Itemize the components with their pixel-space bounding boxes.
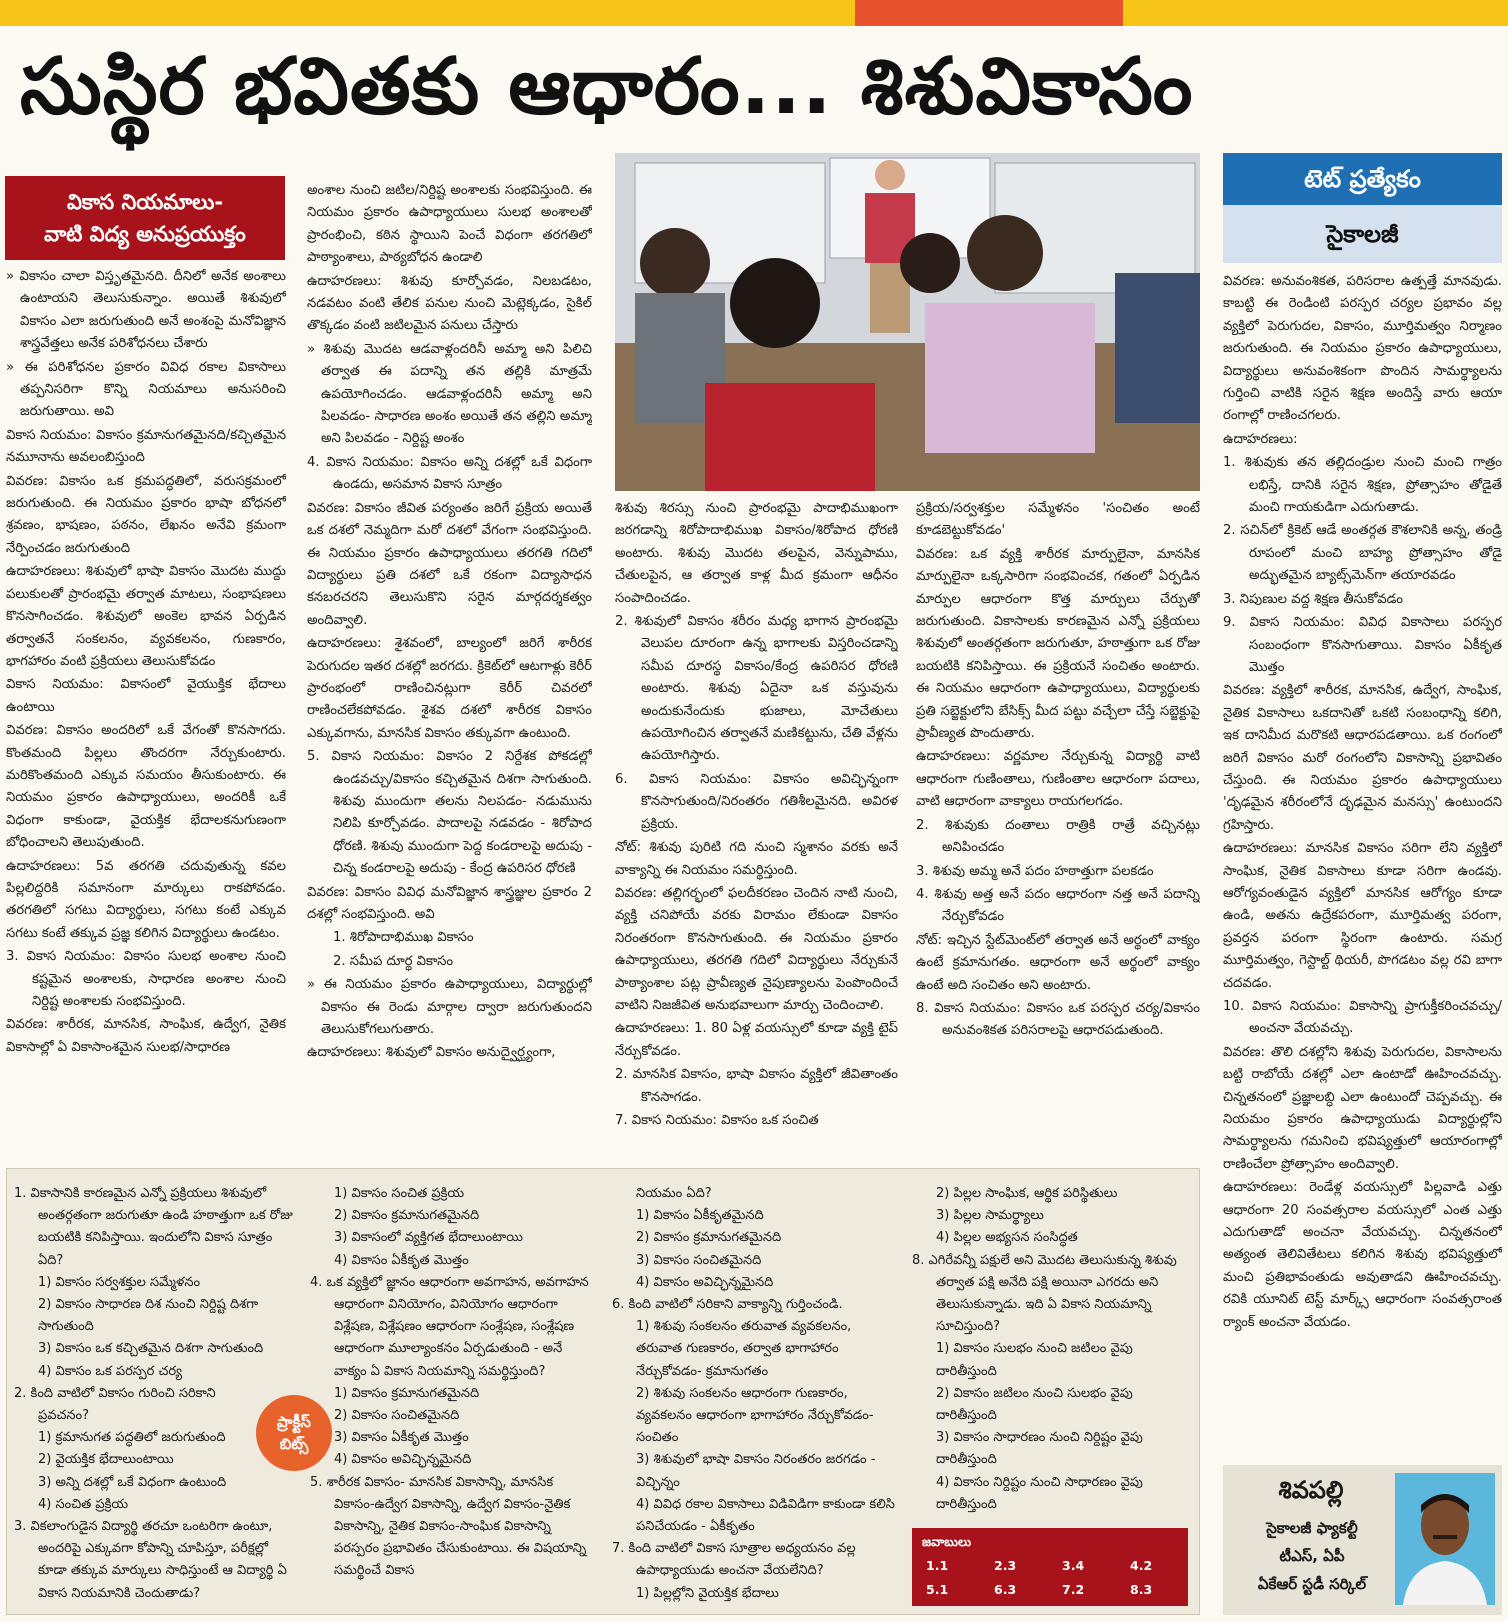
answer-item: 5.1 [926,1582,949,1597]
paragraph: 2. మానసిక వికాసం, భాషా వికాసం వ్యక్తిలో జీవితాంతం కొనసాగడం. [615,1067,898,1105]
paragraph: వివరణ: వికాసం ఒక క్రమపద్ధతిలో, వరుసక్రమంలో జరుగుతుంది. ఈ నియమం ప్రకారం భాషా బోధనలో శ్రవణం, భాషణం, పఠనం, లేఖనం అనేవి క్రమంగా నేర్పించడం జరుగుతుంది [6,473,286,556]
paragraph: 9. వికాస నియమం: వివిధ వికాసాలు పరస్పర సంబంధంగా కొనసాగుతాయి. వికాసం ఏకీకృత మొత్తం [1223,615,1502,675]
paragraph: » వికాసం చాలా విస్తృతమైనది. దీనిలో అనేక అంశాలు ఉంటాయని తెలుసుకున్నాం. అయితే శిశువులో వికాసం ఎలా జరుగుతుంది అనే అంశంపై మనోవిజ్ఞాన శాస్త్రవేత్తలు అనేక పరిశోధనలు చేశారు [6,269,286,352]
paragraph: 2. సచిన్‌లో క్రికెట్ ఆడే అంతర్గత కౌశలానికి అన్న, తండ్రి రూపంలో మంచి బాహ్య ప్రోత్సాహం తోడై అద్భుతమైన బ్యాట్స్‌మెన్‌గా తయారవడం [1223,523,1502,584]
article-column-2 [307,180,592,1164]
quiz-column-1 [14,1183,294,1608]
paragraph: ఉదాహరణలు: రెండేళ్ల వయస్సులో పిల్లవాడి ఎత్తు ఆధారంగా 20 సంవత్సరాల వయస్సులో ఎంత ఎత్తు ఎదుగుతాడో అంచనా వేయవచ్చు. చిన్నతనంలో అత్యంత తెలివితేటలు కలిగిన శిశువు భవిష్యత్తులో మంచి ప్రతిభావంతుడు అవుతాడని ఊహించవచ్చు. రవికి యూనిట్ టెస్ట్ మార్క్స్ ఆధారంగా సంవత్సరాంత ర్యాంక్ అంచనా వేయడం. [1223,1180,1502,1330]
quiz-option: 4) వికాసం అవిచ్ఛిన్నమైనది [636,1274,774,1290]
author-photo [1395,1473,1495,1605]
paragraph: 2. శిశువుకు దంతాలు రాత్రికి రాత్రే వచ్చినట్లు అనిపించడం [916,817,1200,856]
paragraph: 10. వికాస నియమం: వికాసాన్ని ప్రాగుక్తీకరించవచ్చు/ అంచనా వేయవచ్చు. [1223,999,1502,1037]
quiz-column-3 [612,1183,896,1608]
paragraph: ఉదాహరణలు: [1223,431,1298,447]
author-role: సైకాలజీ ఫ్యాకల్టీ [1266,1519,1358,1537]
quiz-option: 2) శిశువు సంకలనం ఆధారంగా గుణకారం, వ్యవకలనం ఆధారంగా భాగాహారం నేర్చుకోవడం-సంచితం [636,1385,874,1446]
author-portrait [1395,1473,1495,1605]
paragraph: ఉదాహరణలు: 5వ తరగతి చదువుతున్న కవల పిల్లలిద్దరికి సమానంగా మార్కులు రాకపోవడం. తరగతిలో సగటు విద్యార్థులు, సగటు కంటే ఎక్కువ సగటు కంటే తక్కువ ప్రజ్ఞ కలిగిన విద్యార్థులు ఉండటం. [6,858,286,941]
answer-key-title: జవాబులు [922,1534,972,1549]
quiz-option: 2) వికాసం క్రమానుగతమైనది [334,1208,480,1224]
paragraph: 7. వికాస నియమం: వికాసం ఒక సంచిత [615,1112,819,1128]
paragraph: » శిశువు మొదట ఆడవాళ్లందరినీ అమ్మా అని పిలిచి తర్వాత ఈ పదాన్ని తన తల్లికి మాత్రమే ఉపయోగించడం. ఆడవాళ్లందరినీ అమ్మా అని పిలవడం- సాధారణ అంశం అయితే తన తల్లిని అమ్మా అని పిలవడం - నిర్దిష్ట అంశం [307,341,592,447]
quiz-option: 4) వికాసం ఒక పరస్పర చర్య [38,1363,183,1379]
masthead-tab [855,0,1123,26]
article-column-1 [6,266,286,1164]
answer-key [912,1528,1188,1606]
quiz-option: 4) వికాసం ఏకీకృత మొత్తం [334,1252,469,1268]
quiz-question: 7. కింది వాటిలో వికాస సూత్రాల అధ్యయనం వల్ల ఉపాధ్యాయుడు అంచనా వేయలేనిది? [612,1541,856,1579]
tet-special-label: టెట్ ప్రత్యేకం [1223,153,1502,205]
answer-item: 4.2 [1130,1558,1153,1573]
section-heading-line1: వికాస నియమాలు- [66,190,224,214]
paragraph: 8. వికాస నియమం: వికాసం ఒక పరస్పర చర్య/వికాసం అనువంశికత పరిసరాలపై ఆధారపడుతుంది. [916,1000,1200,1039]
author-region: టీఎస్, ఏపీ [1279,1547,1345,1565]
quiz-option: 2) వికాసం క్రమానుగతమైనది [636,1230,782,1246]
quiz-question: 1. వికాసానికి కారణమైన ఎన్నో ప్రక్రియలు శిశువులో అంతర్గతంగా జరుగుతూ ఉండి హఠాత్తుగా ఒక రోజు బయటికి కనిపిస్తాయి. ఇందులోని వికాస సూత్రం ఏది? [14,1186,293,1268]
quiz-question-cont: నియమం ఏది? [636,1186,712,1201]
quiz-option: 3) వికాసం సంచితమైనది [636,1252,762,1268]
paragraph: » ఈ పరిశోధనల ప్రకారం వివిధ రకాల వికాసాలు తప్పనిసరిగా కొన్ని నియమాలు అనుసరించి జరుగుతాయి. అవి [6,359,286,420]
paragraph: ఉదాహరణలు: శైశవంలో, బాల్యంలో జరిగే శారీరక పెరుగుదల ఇతర దశల్లో జరగదు. క్రికెట్‌లో ఆటగాళ్లు కెరీర్ ప్రారంభంలో రాణించినట్లుగా కెరీర్ చివరలో రాణించలేకపోవడం. శైశవ దశలో శారీరక వికాసం ఎక్కువగాను, మానసిక వికాసం తక్కువగా ఉంటుంది. [307,636,592,741]
paragraph: 1. శిశువుకు తన తల్లిదండ్రుల నుంచి మంచి గాత్రం లభిస్తే, దానికి సరైన శిక్షణ, ప్రోత్సాహం తోడైతే మంచి గాయకుడిగా ఎదుగుతాడు. [1223,455,1502,516]
paragraph: వివరణ: శారీరక, మానసిక, సాంఘిక, ఉద్వేగ, నైతిక వికాసాల్లో ఏ వికాసాంశమైన సులభ/సాధారణ [6,1017,286,1055]
paragraph: వివరణ: వ్యక్తిలో శారీరక, మానసిక, ఉద్వేగ, సాంఘిక, నైతిక వికాసాలు ఒకదానితో ఒకటి సంబంధాన్ని కలిగి, ఇక దానిమీద మరొకటి ఆధారపడతాయి. ఒక రంగంలో జరిగే వికాసం మరో రంగంలోని వికాసాన్ని ప్రభావితం చేస్తుంది. ఈ నియమం ప్రకారం ఉపాధ్యాయులు 'దృఢమైన శరీరంలోనే దృఢమైన మనస్సు' ఉంటుందని గ్రహిస్తారు. [1223,683,1502,833]
badge-line2: బిట్స్ [279,1435,309,1453]
quiz-option: 4) పిల్లల అభ్యసన సంసిద్ధత [936,1230,1078,1246]
paragraph: ఉదాహరణలు: వర్ణమాల నేర్చుకున్న విద్యార్థి వాటి ఆధారంగా గుణింతాలు, గుణింతాల ఆధారంగా పదాలు, వాటి ఆధారంగా వాక్యాలు రాయగలగడం. [916,749,1200,810]
paragraph: వికాస నియమం: వికాసంలో వైయుక్తిక భేదాలు ఉంటాయి [6,677,286,715]
article-column-5 [1223,271,1502,1459]
quiz-option: 2) వికాసం సంచితమైనది [334,1408,460,1424]
section-heading-red [5,176,285,260]
paragraph: వికాస నియమం: వికాసం క్రమానుగతమైనది/కచ్చితమైన నమూనాను అవలంబిస్తుంది [6,427,286,466]
quiz-option: 3) అన్ని దశల్లో ఒకే విధంగా ఉంటుంది [38,1474,227,1490]
quiz-question: 2. కింది వాటిలో వికాసం గురించి సరికాని ప్రవచనం? [14,1385,216,1424]
author-name: శివపల్లి [1278,1476,1344,1504]
paragraph: 2. శిశువులో వికాసం శరీరం మధ్య భాగాన ప్రారంభమై వెలుపల దూరంగా ఉన్న భాగాలకు విస్తరించడాన్ని సమీప దూరస్థ వికాసం/కేంద్ర ఉపరిసర ధోరణి అంటారు. శిశువు ఏదైనా ఒక వస్తువును అందుకునేందుకు భుజాలు, మోచేతులు ఉపయోగించిన తర్వాతనే మణికట్టును, చేతి వేళ్లను ఉపయోగిస్తారు. [615,614,898,764]
paragraph: 3. వికాస నియమం: వికాసం సులభ అంశాల నుంచి కష్టమైన అంశాలకు, సాధారణ అంశాల నుంచి నిర్దిష్ట అంశాలకు సంభవిస్తుంది. [6,949,286,1009]
article-column-3 [615,498,898,1164]
quiz-option: 2) వికాసం జటిలం నుంచి సులభం వైపు దారితీస్తుంది [936,1385,1133,1424]
quiz-option: 2) వైయక్తిక భేదాలుంటాయి [38,1452,174,1468]
quiz-column-2 [310,1183,594,1608]
paragraph: 5. వికాస నియమం: వికాసం 2 నిర్దేశక పోకడల్లో ఉండవచ్చు/వికాసం కచ్చితమైన దిశగా సాగుతుంది. శిశువు ముందుగా తలను నిలపడం- నడుమును నిలిపి కూర్చోవడం. పాదాలపై నడవడం - శిరోపాద ధోరణి. శిశువు ముందుగా పెద్ద కండరాలపై అదుపు - చిన్న కండరాలపై అదుపు - కేంద్ర ఉపరిసర ధోరణి [307,749,592,877]
paragraph: అంశాల నుంచి జటిల/నిర్దిష్ట అంశాలకు సంభవిస్తుంది. ఈ నియమం ప్రకారం ఉపాధ్యాయులు సులభ అంశాలతో ప్రారంభించి, కఠిన స్థాయిని పెంచే విధంగా తరగతిలో పాఠ్యాంశాలు, పాఠ్యబోధన ఉండాలి [307,183,592,266]
quiz-option: 3) శిశువులో భాషా వికాసం నిరంతరం జరగడం - విచ్ఛిన్నం [636,1452,876,1490]
paragraph: వివరణ: వికాసం అందరిలో ఒకే వేగంతో కొనసాగదు. కొంతమంది పిల్లలు తొందరగా నేర్చుకుంటారు. మరికొంతమంది ఎక్కువ సమయం తీసుకుంటారు. ఈ నియమం ప్రకారం ఉపాధ్యాయులు, అందరికీ ఒకే విధంగా కాకుండా, వైయక్తిక భేదాలకనుగుణంగా బోధించాలని తెలుపుతుంది. [6,723,286,851]
quiz-option: 1) శిశువు సంకలనం తరువాత వ్యవకలనం, తరువాత గుణకారం, తర్వాత భాగాహారం నేర్చుకోవడం- క్రమానుగతం [636,1319,852,1379]
paragraph: శిశువు శిరస్సు నుంచి ప్రారంభమై పాదాభిముఖంగా జరగడాన్ని శిరోపాదాభిముఖ వికాసం/శిరోపాద ధోరణి అంటారు. శిశువు మొదట తలపైన, వెన్నుపాము, చేతులపైన, ఆ తర్వాత కాళ్ల మీద క్రమంగా ఆధీనం సంపాదించడం. [615,501,898,606]
quiz-question: 5. శారీరక వికాసం- మానసిక వికాసాన్ని, మానసిక వికాసం-ఉద్వేగ వికాసాన్ని, ఉద్వేగ వికాసం-నైతిక వికాసాన్ని, నైతిక వికాసం-సాంఘిక వికాసాన్ని పరస్పరం ప్రభావితం చేసుకుంటాయి. ఈ విషయాన్ని సమర్థించే వికాస [310,1474,587,1579]
answer-item: 6.3 [994,1582,1017,1597]
quiz-option: 1) క్రమానుగత పద్ధతిలో జరుగుతుంది [38,1430,226,1446]
paragraph: ఉదాహరణలు: శిశువులో భాషా వికాసం మొదట ముద్దు పలుకులతో ప్రారంభమై తర్వాత మాటలు, సంభాషణలు కొనసాగించడం. శిశువులో అంకెల భావన ఏర్పడిన తర్వాతనే సంకలనం, వ్యవకలనం, గుణకారం, భాగహారం వంటి ప్రక్రియలు తెలుసుకోవడం [6,564,286,669]
quiz-option: 1) వికాసం సంచిత ప్రక్రియ [334,1186,465,1201]
paragraph: » ఈ నియమం ప్రకారం ఉపాధ్యాయులు, విద్యార్థుల్లో వికాసం ఈ రెండు మార్గాల ద్వారా జరుగుతుందని తెలుసుకోగలుగుతారు. [307,977,592,1038]
article-column-4 [916,498,1200,1164]
paragraph: ఉదాహరణలు: 1. 80 ఏళ్ల వయస్సులో కూడా వ్యక్తి టైప్ నేర్చుకోవడం. [615,1021,898,1059]
answer-item: 3.4 [1062,1558,1085,1573]
paragraph: వివరణ: వికాసం వివిధ మనోవిజ్ఞాన శాస్త్రజ్ఞుల ప్రకారం 2 దశల్లో సంభవిస్తుంది. అవి [307,884,592,922]
answer-item: 7.2 [1062,1582,1085,1597]
quiz-option: 3) వికాసం సాధారణం నుంచి నిర్దిష్టం వైపు దారితీస్తుంది [936,1430,1143,1468]
paragraph: వివరణ: ఒక వ్యక్తి శారీరక మార్పులైనా, మానసిక మార్పులైనా ఒక్కసారిగా సంభవించక, గతంలో ఏర్పడిన మార్పుల ఆధారంగా కొత్త మార్పులు చేర్పుతో జరుగుతుంది. వికాసాలకు కారణమైన ఎన్నో ప్రక్రియలు శిశువులో అంతర్గతంగా జరుగుతూ, హఠాత్తుగా ఒక రోజు బయటికి కనిపిస్తాయి. ఈ ప్రక్రియనే సంచితం అంటారు. ఈ నియమం ఆధారంగా ఉపాధ్యాయులు, విద్యార్థులకు ప్రతి సబ్జెక్టులోని బేసిక్స్ మీద పట్టు వచ్చేలా చేస్తే సబ్జెక్టుపై ప్రావీణ్యత పొందుతారు. [916,546,1200,742]
section-heading-line2: వాటి విద్య అనుప్రయుక్తం [44,222,246,246]
quiz-question: 3. వికలాంగుడైన విద్యార్థి తరచూ ఒంటరిగా ఉంటూ, అందరిపై ఎక్కువగా కోపాన్ని చూపిస్తూ, పరీక్షల్లో కూడా తక్కువ మార్కులు సాధిస్తుంటే ఆ విద్యార్థి ఏ వికాస నియమానికి చెందుతాడు? [14,1519,287,1601]
quiz-option: 4) వికాసం అవిచ్ఛిన్నమైనది [334,1452,472,1468]
paragraph: 4. వికాస నియమం: వికాసం అన్ని దశల్లో ఒకే విధంగా ఉండదు, అసమాన వికాస సూత్రం [307,454,592,493]
quiz-option: 4) వికాసం నిర్దిష్టం నుంచి సాధారణం వైపు దారితీస్తుంది [936,1474,1143,1512]
quiz-option: 1) వికాసం ఏకీకృతమైనది [636,1208,764,1224]
paragraph: 2. సమీప దూర్థ వికాసం [333,953,454,969]
paragraph: నోట్: ఇచ్చిన స్టేట్‌మెంట్‌లో తర్వాత అనే అర్థంలో వాక్యం ఉంటే క్రమానుగతం. ఆధారంగా అనే అర్థంలో వాక్యం ఉంటే అది సంచితం అని అంటారు. [916,932,1200,993]
paragraph: వివరణ: తల్లిగర్భంలో ఫలదీకరణం చెందిన నాటి నుంచి, వ్యక్తి చనిపోయే వరకు విరామం లేకుండా వికాసం నిరంతరంగా కొనసాగుతుంది. ఈ నియమం ప్రకారం ఉపాధ్యాయులు, తరగతి గదిలో విద్యార్థులు నేర్చుకునే పాఠ్యాంశాల పట్ల ప్రావీణ్యత నైపుణ్యాలను పెంపొందించే వాటిని నిజజీవిత అనుభవాలుగా మార్చు చెందించాలి. [615,885,898,1013]
paragraph: 1. శిరోపాదాభిముఖ వికాసం [333,930,474,946]
quiz-option: 1) వికాసం క్రమానుగతమైనది [334,1385,480,1401]
quiz-question: 6. కింది వాటిలో సరికాని వాక్యాన్ని గుర్తించండి. [612,1297,843,1313]
quiz-option: 4) వివిధ రకాల వికాసాలు విడివిడిగా కాకుండా కలిసి పనిచేయడం - ఏకీకృతం [636,1496,895,1535]
quiz-option: 2) వికాసం సాధారణ దిశ నుంచి నిర్దిష్ట దిశగా సాగుతుంది [38,1297,259,1335]
paragraph: ప్రక్రియ/సర్వశక్తుల సమ్మేళనం 'సంచితం అంటే కూడబెట్టుకోవడం' [916,501,1200,539]
quiz-option: 3) పిల్లల సామర్థ్యాలు [936,1208,1044,1224]
answer-item: 8.3 [1130,1582,1153,1597]
paragraph: 6. వికాస నియమం: వికాసం అవిచ్ఛిన్నంగా కొనసాగుతుంది/నిరంతరం గతిశీలమైనది. అవిరళ ప్రక్రియ. [615,771,898,832]
paragraph: 4. శిశువు అత్త అనే పదం ఆధారంగా నత్త అనే పదాన్ని నేర్చుకోవడం [916,886,1200,925]
quiz-option: 2) పిల్లల సాంఘిక, ఆర్థిక పరిస్థితులు [936,1186,1118,1201]
classroom-photo [615,153,1200,491]
quiz-option: 1) వికాసం సర్వశక్తుల సమ్మేళనం [38,1274,201,1290]
quiz-option: 1) వికాసం సులభం నుంచి జటిలం వైపు దారితీస్తుంది [936,1341,1133,1379]
quiz-column-4 [912,1183,1194,1523]
paragraph: ఉదాహరణలు: మానసిక వికాసం సరిగా లేని వ్యక్తిలో సాంఘిక, నైతిక వికాసాలు కూడా సరిగా ఉండవు. ఆరోగ్యవంతుడైన వ్యక్తిలో మానసిక ఆరోగ్యం కూడా ఉండి, అతను ఉద్రేకపరంగా, మూర్తిమత్వ పరంగా, ప్రవర్తన పరంగా స్థిరంగా ఉంటారు. సమగ్ర మూర్తిమత్వం, గెస్టాల్ట్ థియరీ, పొగడటం వల్ల రవి బాగా చదవడం. [1223,841,1502,991]
quiz-question: 4. ఒక వ్యక్తిలో జ్ఞానం ఆధారంగా అవగాహన, అవగాహన ఆధారంగా వినియోగం, వినియోగం ఆధారంగా విశ్లేషణ, విశ్లేషణం ఆధారంగా సంశ్లేషణ, సంశ్లేషణ ఆధారంగా మూల్యాంకనం ఏర్పడుతుంది - అనే వాక్యం ఏ వికాస నియమాన్ని సమర్థిస్తుంది? [310,1274,589,1379]
paragraph: ఉదాహరణలు: శిశువు కూర్చోవడం, నిలబడటం, నడవటం వంటి తేలిక పనుల నుంచి మెట్లెక్కడం, సైకిల్ తొక్కడం వంటి జటిలమైన పనులు చేస్తారు [307,273,592,334]
paragraph: నోట్: శిశువు పురిటి గది నుంచి స్మశానం వరకు అనే వాక్యాన్ని ఈ నియమం సమర్థిస్తుంది. [615,840,898,878]
quiz-option: 3) వికాసం ఏకీకృత మొత్తం [334,1430,469,1446]
paragraph: 3. శిశువు అమ్మ అనే పదం హఠాత్తుగా పలకడం [916,863,1154,879]
psychology-label: సైకాలజీ [1223,205,1502,263]
paragraph: ఉదాహరణలు: శిశువులో వికాసం అనుద్వైర్ఘ్యంగా, [307,1045,556,1061]
masthead-bar [0,0,1508,26]
answer-item: 1.1 [926,1558,949,1573]
author-institute: ఏకేఆర్ స్టడీ సర్కిల్ [1257,1575,1367,1593]
quiz-option: 4) సంచిత ప్రక్రియ [38,1496,129,1512]
quiz-question: 8. ఎగిరేవన్నీ పక్షులే అని మొదట తెలుసుకున్న శిశువు తర్వాత పక్షి అనేది పక్షి అయినా ఎగరదు అని తెలుసుకున్నాడు. ఇది ఏ వికాస నియమాన్ని సూచిస్తుంది? [912,1252,1177,1335]
quiz-option: 3) వికాసంలో వ్యక్తిగత భేదాలుంటాయి [334,1230,523,1246]
paragraph: వివరణ: వికాసం జీవిత పర్యంతం జరిగే ప్రక్రియ అయితే ఒక దశలో నెమ్మదిగా మరో దశలో వేగంగా సంభవిస్తుంది. ఈ నియమం ప్రకారం ఉపాధ్యాయులు తరగతి గదిలో విద్యార్థులు ప్రతి దశలో ఒకే రకంగా విద్యాసాధన కనబరచరని తెలుసుకొని సరైన మార్గదర్శకత్వం అందివ్వాలి. [307,500,592,628]
paragraph: 3. నిపుణుల వద్ద శిక్షణ తీసుకోవడం [1223,591,1403,607]
section-heading-blue [1223,153,1502,263]
badge-line1: ప్రాక్టీస్ [277,1413,311,1431]
quiz-option: 1) పిల్లల్లోని వైయక్తిక భేదాలు [636,1585,779,1601]
paragraph: వివరణ: తొలి దశల్లోని శిశువు పెరుగుదల, వికాసాలను బట్టి రాబోయే దశల్లో ఎలా ఉంటాడో ఊహించవచ్చు. చిన్నతనంలో ప్రజ్ఞాలబ్ధి ఎలా ఉంటుందో చెప్పవచ్చు. ఈ నియమం ప్రకారం ఉపాధ్యాయుడు విద్యార్థుల్లోని సామర్థ్యాలను గమనించి భవిష్యత్తులో ఆయారంగాల్లో రాణించేలా ప్రోత్సాహం అందివ్వాలి. [1223,1044,1502,1172]
author-box [1223,1465,1502,1615]
classroom-illustration [615,153,1200,491]
page-headline: సుస్థిర భవితకు ఆధారం... శిశువికాసం [20,42,1194,132]
paragraph: వివరణ: అనువంశికత, పరిసరాల ఉత్పత్తే మానవుడు. కాబట్టి ఈ రెండింటి పరస్పర చర్యల ప్రభావం వల్ల వ్యక్తిలో పెరుగుదల, వికాసం, మూర్తిమత్వం నిర్మాణం జరుగుతుంది. ఈ నియమం ప్రకారం ఉపాధ్యాయులు, విద్యార్థులు అనువంశికంగా పొందిన సామర్థ్యాలను గుర్తించి వాటికి సరైన శిక్షణ అందిస్తే వారు ఆయా రంగాల్లో రాణించగలరు. [1223,274,1502,424]
quiz-option: 3) వికాసం ఒక కచ్చితమైన దిశగా సాగుతుంది [38,1341,264,1357]
answer-item: 2.3 [994,1558,1017,1573]
